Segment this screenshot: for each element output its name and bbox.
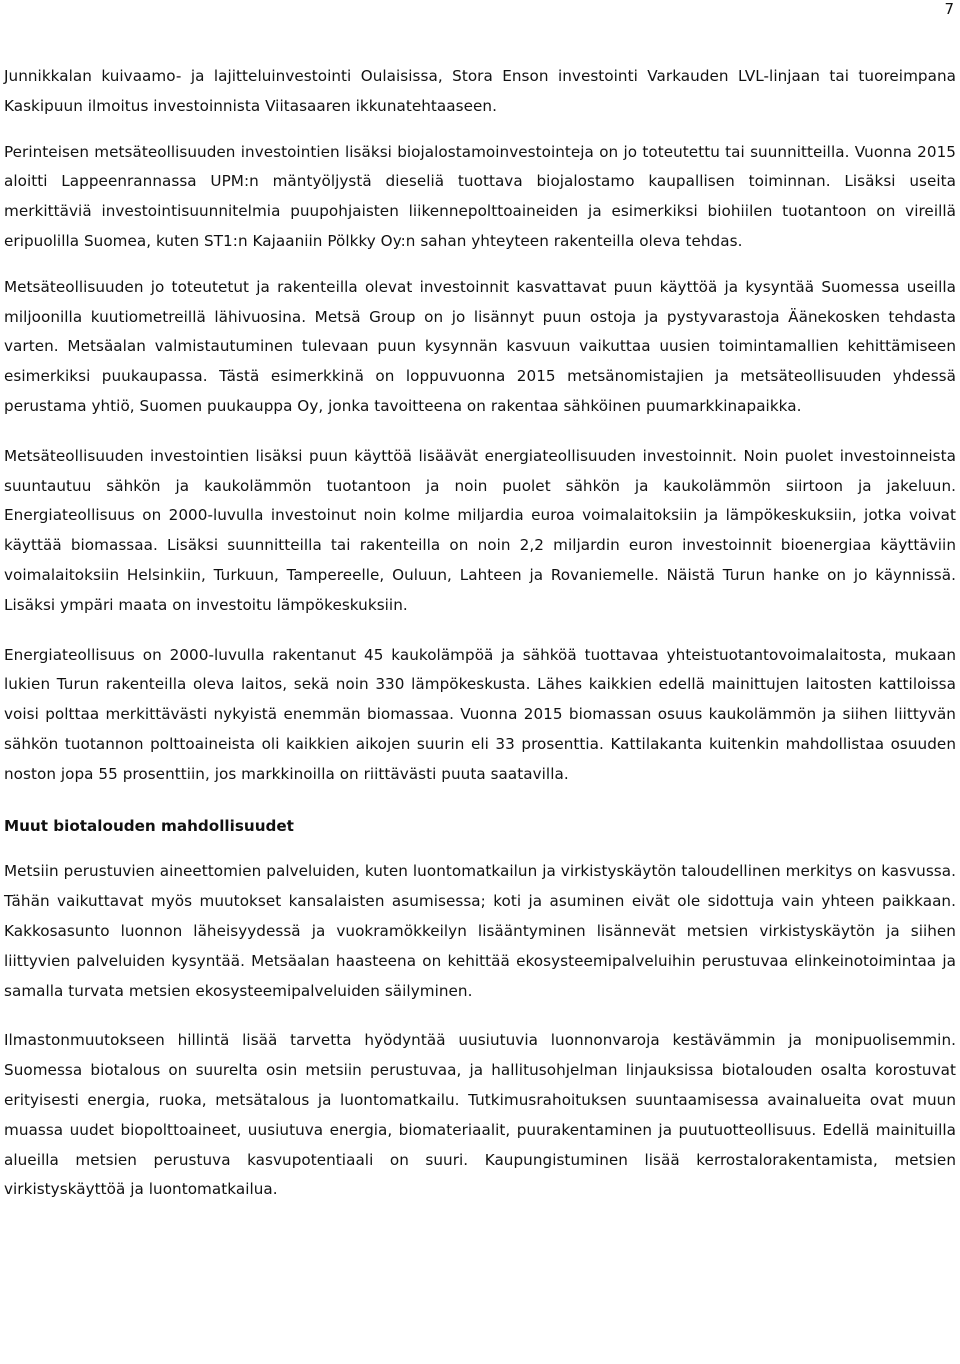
paragraph-investments-list: Junnikkalan kuivaamo- ja lajitteluinvestointi Oulaisissa, Stora Enson investointi Varkauden LVL-linjaan tai tuoreimpana Kaskipuun ilmoitus investoinnista Viitasaaren ikkunatehtaaseen.	[4, 67, 956, 115]
paragraph-wood-demand: Metsäteollisuuden jo toteutetut ja rakenteilla olevat investoinnit kasvattavat puun käyttöä ja kysyntää Suomessa useilla miljoonilla kuutiometreillä lähivuosina. Metsä Group on jo lisännyt puun ostoja ja pystyvarastoja Äänekosken tehdasta varten. Metsäalan valmistautuminen tulevaan puun kysynnän kasvuun vaikuttaa uusien toimintamallien kehittämiseen esimerkiksi puukaupassa. Tästä esimerkkinä on loppuvuonna 2015 metsänomistajien ja metsäteollisuuden yhdessä perustama yhtiö, Suomen puukauppa Oy, jonka tavoitteena on rakentaa sähköinen puumarkkinapaikka.	[4, 277, 956, 415]
page-number: 7	[944, 0, 954, 18]
section-heading: Muut biotalouden mahdollisuudet	[4, 816, 294, 835]
paragraph-intangible-services: Metsiin perustuvien aineettomien palveluiden, kuten luontomatkailun ja virkistyskäytön taloudellinen merkitys on kasvussa. Tähän vaikuttavat myös muutokset kansalaisten asumisessa; koti ja asuminen eivät ole sidottuja vain yhteen paikkaan. Kakkosasunto luonnon läheisyydessä ja vuokramökkeilyn lisääntyminen lisännevät metsien virkistyskäytön ja siihen liittyvien palveluiden kysyntää. Metsäalan haasteena on kehittää ekosysteemipalveluihin perustuvaa elinkeinotoimintaa ja samalla turvata metsien ekosysteemipalveluiden säilyminen.	[4, 862, 956, 1000]
paragraph-biorefineries: Perinteisen metsäteollisuuden investointien lisäksi biojalostamoinvestointeja on jo toteutettu tai suunnitteilla. Vuonna 2015 aloitti Lappeenrannassa UPM:n mäntyöljystä dieseliä tuottava biojalostamo kaupallisen toiminnan. Lisäksi useita merkittäviä investointisuunnitelmia puupohjaisten liikennepolttoaineiden ja esimerkiksi biohiilen tuotantoon on vireillä eripuolilla Suomea, kuten ST1:n Kajaaniin Pölkky Oy:n sahan yhteyteen rakenteilla oleva tehdas.	[4, 142, 956, 250]
paragraph-chp-plants: Energiateollisuus on 2000-luvulla rakentanut 45 kaukolämpöä ja sähköä tuottavaa yhteistuotantovoimalaitosta, mukaan lukien Turun rakenteilla oleva laitos, sekä noin 330 lämpökeskusta. Lähes kaikkien edellä mainittujen laitosten kattiloissa voisi polttaa merkittävästi nykyistä enemmän biomassaa. Vuonna 2015 biomassan osuus kaukolämmön ja siihen liittyvän sähkön tuotannon polttoaineista oli kaikkien aikojen suurin eli 33 prosenttia. Kattilakanta kuitenkin mahdollistaa osuuden noston jopa 55 prosenttiin, jos markkinoilla on riittävästi puuta saatavilla.	[4, 645, 956, 783]
paragraph-energy-investments: Metsäteollisuuden investointien lisäksi puun käyttöä lisäävät energiateollisuuden investoinnit. Noin puolet investoinneista suuntautuu sähkön ja kaukolämmön tuotantoon ja noin puolet sähkön ja kaukolämmön siirtoon ja jakeluun. Energiateollisuus on 2000-luvulla investoinut noin kolme miljardia euroa voimalaitoksiin ja lämpökeskuksiin, jotka voivat käyttää biomassaa. Lisäksi suunnitteilla tai rakenteilla on noin 2,2 miljardin euron investoinnit bioenergiaa käyttäviin voimalaitoksiin Helsinkiin, Turkuun, Tampereelle, Ouluun, Lahteen ja Rovaniemelle. Näistä Turun hanke on jo käynnissä. Lisäksi ympäri maata on investoitu lämpökeskuksiin.	[4, 446, 956, 614]
paragraph-climate-bioeconomy: Ilmastonmuutokseen hillintä lisää tarvetta hyödyntää uusiutuvia luonnonvaroja kestävämmin ja monipuolisemmin. Suomessa biotalous on suurelta osin metsiin perustuvaa, ja hallitusohjelman linjauksissa biotalouden osalta korostuvat erityisesti energia, ruoka, metsätalous ja luontomatkailu. Tutkimusrahoituksen suuntaamisessa avainalueita ovat muun muassa uudet biopolttoaineet, uusiutuva energia, biomateriaalit, puurakentaminen ja puutuotteollisuus. Edellä mainituilla alueilla metsien perustuva kasvupotentiaali on suuri. Kaupungistuminen lisää kerrostalorakentamista, metsien virkistyskäyttöä ja luontomatkailua.	[4, 1031, 956, 1199]
document-body	[4, 62, 956, 1205]
